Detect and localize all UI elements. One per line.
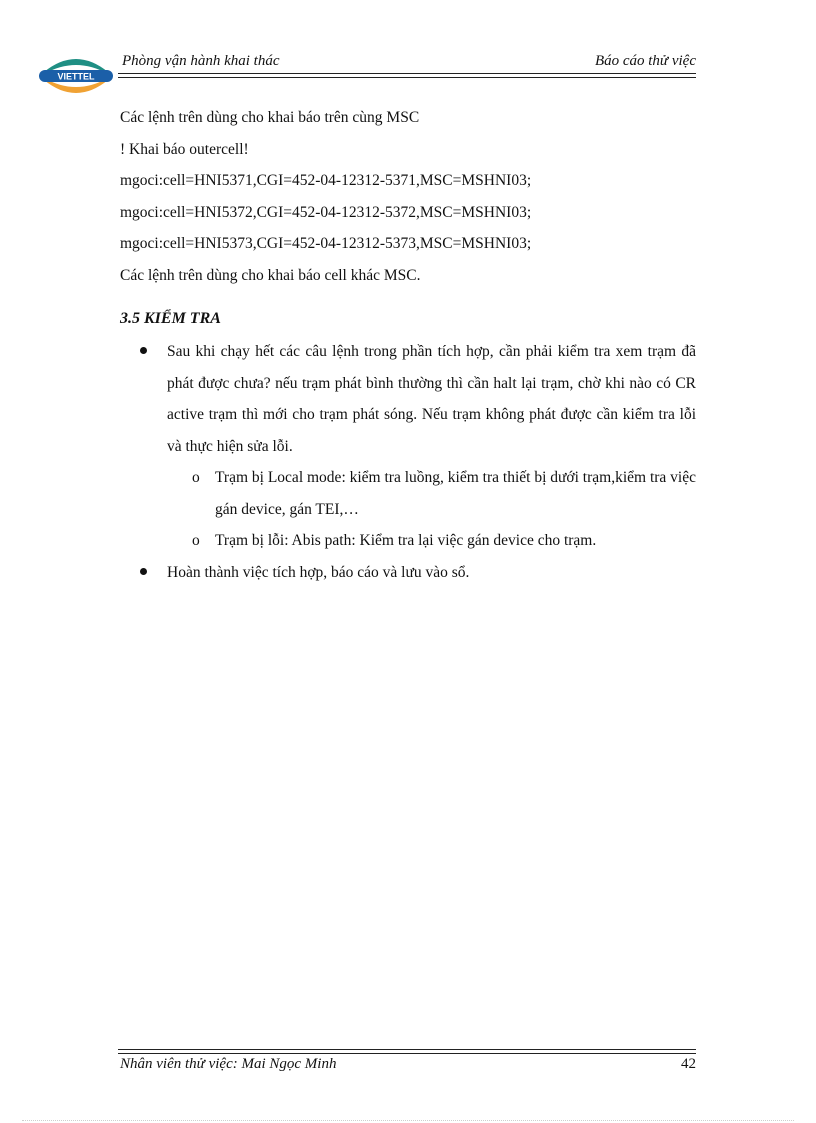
command-line: mgoci:cell=HNI5371,CGI=452-04-12312-5371,MSC=MSHNI03; — [120, 172, 532, 189]
bullet-icon — [140, 347, 147, 354]
footer-rule — [118, 1049, 696, 1054]
command-line: mgoci:cell=HNI5373,CGI=452-04-12312-5373,MSC=MSHNI03; — [120, 235, 532, 252]
header-report-title: Báo cáo thử việc — [594, 53, 696, 69]
logo-text: VIETTEL — [57, 71, 95, 82]
page-number: 42 — [681, 1056, 696, 1072]
viettel-logo — [38, 52, 114, 100]
sub-bullet-icon: o — [192, 532, 200, 549]
sub-bullet-icon: o — [192, 469, 200, 486]
body-text — [120, 102, 696, 291]
sub-list-item-text: Trạm bị Local mode: kiểm tra luồng, kiểm tra thiết bị dưới trạm,kiểm tra việc gán device, gán TEI,… — [215, 469, 696, 518]
list-item-text: Hoàn thành việc tích hợp, báo cáo và lưu vào sổ. — [167, 563, 470, 581]
list-item — [140, 557, 696, 589]
list-item — [140, 336, 696, 462]
header-department: Phòng vận hành khai thác — [122, 53, 280, 69]
command-line: mgoci:cell=HNI5372,CGI=452-04-12312-5372,MSC=MSHNI03; — [120, 203, 532, 221]
footer-author: Nhân viên thử việc: Mai Ngọc Minh — [120, 1056, 337, 1072]
sub-list-item — [140, 525, 696, 557]
page-edge — [22, 1120, 794, 1121]
sub-list-item — [140, 462, 696, 525]
paragraph-same-msc: Các lệnh trên dùng cho khai báo trên cùng MSC — [120, 109, 420, 126]
check-list — [140, 336, 696, 588]
paragraph-other-msc: Các lệnh trên dùng cho khai báo cell khác MSC. — [120, 266, 421, 284]
list-item-text: Sau khi chạy hết các câu lệnh trong phần tích hợp, cần phải kiểm tra xem trạm đã phát được chưa? nếu trạm phát bình thường thì cần halt lại trạm, chờ khi nào có CR active trạm thì mới cho trạm phát sóng. Nếu trạm không phát được cần kiểm tra lỗi và thực hiện sửa lỗi. — [167, 343, 696, 455]
header-rule — [118, 73, 696, 78]
sub-list-item-text: Trạm bị lỗi: Abis path: Kiểm tra lại việc gán device cho trạm. — [215, 532, 597, 549]
paragraph-outercell-comment: ! Khai báo outercell! — [120, 140, 249, 158]
section-heading: 3.5 KIỂM TRA — [120, 310, 221, 327]
bullet-icon — [140, 568, 147, 575]
